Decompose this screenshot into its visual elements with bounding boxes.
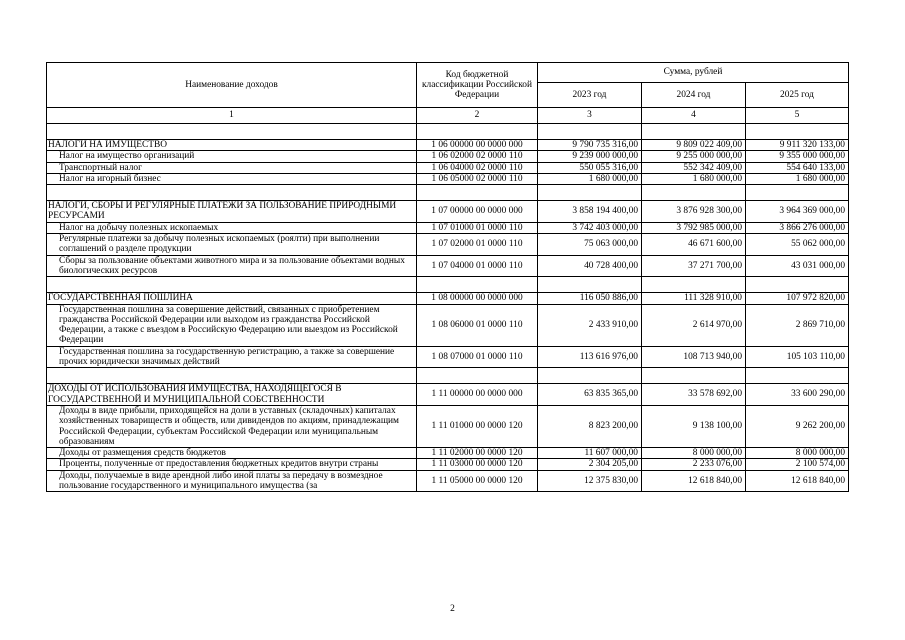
budget-code: 1 06 04000 02 0000 110 (417, 162, 538, 173)
revenue-name: Доходы от размещения средств бюджетов (47, 448, 417, 459)
amount-2024: 46 671 600,00 (642, 234, 746, 256)
empty-cell (642, 368, 746, 384)
table-row (47, 459, 849, 470)
amount-2023: 12 375 830,00 (538, 470, 642, 492)
amount-2023: 8 823 200,00 (538, 405, 642, 447)
budget-code: 1 07 00000 00 0000 000 (417, 201, 538, 223)
column-number: 1 (47, 108, 417, 124)
amount-2023: 2 304 205,00 (538, 459, 642, 470)
table-row (47, 173, 849, 184)
budget-code: 1 08 00000 00 0000 000 (417, 293, 538, 304)
empty-cell (47, 368, 417, 384)
amount-2025: 9 911 320 133,00 (746, 140, 849, 151)
revenue-name: Сборы за пользование объектами животного мира и за пользование объектами водных биологических ресурсов (47, 255, 417, 277)
header-year-2024: 2024 год (642, 83, 746, 108)
amount-2024: 12 618 840,00 (642, 470, 746, 492)
section-row (47, 140, 849, 151)
table-row (47, 346, 849, 368)
amount-2023: 63 835 365,00 (538, 384, 642, 406)
spacer-row (47, 368, 849, 384)
budget-code: 1 07 01000 01 0000 110 (417, 222, 538, 233)
amount-2023: 11 607 000,00 (538, 448, 642, 459)
revenue-name: Налог на добычу полезных ископаемых (47, 222, 417, 233)
budget-code: 1 11 01000 00 0000 120 (417, 405, 538, 447)
empty-cell (538, 277, 642, 293)
empty-cell (746, 277, 849, 293)
budget-code: 1 06 05000 02 0000 110 (417, 173, 538, 184)
header-row (47, 63, 849, 83)
empty-cell (417, 368, 538, 384)
empty-cell (746, 368, 849, 384)
amount-2024: 9 809 022 409,00 (642, 140, 746, 151)
column-number: 2 (417, 108, 538, 124)
amount-2024: 2 614 970,00 (642, 304, 746, 346)
revenue-name: Налог на игорный бизнес (47, 173, 417, 184)
amount-2025: 55 062 000,00 (746, 234, 849, 256)
amount-2025: 8 000 000,00 (746, 448, 849, 459)
amount-2025: 43 031 000,00 (746, 255, 849, 277)
amount-2025: 2 100 574,00 (746, 459, 849, 470)
amount-2024: 552 342 409,00 (642, 162, 746, 173)
header-name: Наименование доходов (47, 63, 417, 108)
budget-code: 1 06 02000 02 0000 110 (417, 151, 538, 162)
empty-cell (47, 124, 417, 140)
amount-2024: 37 271 700,00 (642, 255, 746, 277)
budget-code: 1 11 02000 00 0000 120 (417, 448, 538, 459)
header-year-2023: 2023 год (538, 83, 642, 108)
empty-cell (47, 277, 417, 293)
revenue-name: Транспортный налог (47, 162, 417, 173)
amount-2024: 108 713 940,00 (642, 346, 746, 368)
table-row (47, 162, 849, 173)
amount-2025: 3 964 369 000,00 (746, 201, 849, 223)
amount-2025: 9 262 200,00 (746, 405, 849, 447)
revenue-name: ГОСУДАРСТВЕННАЯ ПОШЛИНА (47, 293, 417, 304)
empty-cell (746, 185, 849, 201)
amount-2025: 105 103 110,00 (746, 346, 849, 368)
amount-2023: 113 616 976,00 (538, 346, 642, 368)
empty-cell (642, 185, 746, 201)
amount-2024: 9 255 000 000,00 (642, 151, 746, 162)
table-row (47, 151, 849, 162)
budget-code: 1 11 05000 00 0000 120 (417, 470, 538, 492)
amount-2023: 3 742 403 000,00 (538, 222, 642, 233)
revenue-name: НАЛОГИ, СБОРЫ И РЕГУЛЯРНЫЕ ПЛАТЕЖИ ЗА ПОЛЬЗОВАНИЕ ПРИРОДНЫМИ РЕСУРСАМИ (47, 201, 417, 223)
table-row (47, 470, 849, 492)
page-number: 2 (450, 604, 455, 614)
amount-2023: 550 055 316,00 (538, 162, 642, 173)
empty-cell (642, 277, 746, 293)
revenue-name: Регулярные платежи за добычу полезных ископаемых (роялти) при выполнении соглашений о разделе продукции (47, 234, 417, 256)
amount-2024: 2 233 076,00 (642, 459, 746, 470)
section-row (47, 384, 849, 406)
amount-2024: 8 000 000,00 (642, 448, 746, 459)
budget-code: 1 08 06000 01 0000 110 (417, 304, 538, 346)
empty-cell (417, 124, 538, 140)
empty-cell (417, 185, 538, 201)
empty-cell (746, 124, 849, 140)
amount-2025: 3 866 276 000,00 (746, 222, 849, 233)
revenue-name: Налог на имущество организаций (47, 151, 417, 162)
empty-cell (47, 185, 417, 201)
amount-2025: 2 869 710,00 (746, 304, 849, 346)
budget-code: 1 06 00000 00 0000 000 (417, 140, 538, 151)
amount-2024: 1 680 000,00 (642, 173, 746, 184)
budget-code: 1 08 07000 01 0000 110 (417, 346, 538, 368)
amount-2023: 9 790 735 316,00 (538, 140, 642, 151)
empty-cell (642, 124, 746, 140)
empty-cell (417, 277, 538, 293)
column-number: 5 (746, 108, 849, 124)
table-row (47, 234, 849, 256)
budget-code: 1 07 02000 01 0000 110 (417, 234, 538, 256)
amount-2025: 107 972 820,00 (746, 293, 849, 304)
amount-2024: 9 138 100,00 (642, 405, 746, 447)
revenue-name: Доходы в виде прибыли, приходящейся на доли в уставных (складочных) капиталах хозяйственных товариществ и обществ, или дивидендов по акциям, принадлежащим Российской Федерации, субъектам Российской Федерации или муниципальным образованиям (47, 405, 417, 447)
revenue-name: Государственная пошлина за совершение действий, связанных с приобретением гражданства Российской Федерации или выходом из гражданства Российской Федерации, а также с въездом в Российскую Федерацию или выездом из Российской Федерации (47, 304, 417, 346)
amount-2025: 33 600 290,00 (746, 384, 849, 406)
revenue-name: Государственная пошлина за государственную регистрацию, а также за совершение прочих юридически значимых действий (47, 346, 417, 368)
amount-2023: 116 050 886,00 (538, 293, 642, 304)
amount-2025: 554 640 133,00 (746, 162, 849, 173)
amount-2025: 1 680 000,00 (746, 173, 849, 184)
spacer-row (47, 185, 849, 201)
amount-2023: 3 858 194 400,00 (538, 201, 642, 223)
amount-2024: 3 876 928 300,00 (642, 201, 746, 223)
table-row (47, 448, 849, 459)
amount-2023: 2 433 910,00 (538, 304, 642, 346)
amount-2023: 1 680 000,00 (538, 173, 642, 184)
amount-2025: 9 355 000 000,00 (746, 151, 849, 162)
section-row (47, 293, 849, 304)
revenue-name: Доходы, получаемые в виде арендной либо иной платы за передачу в возмездное пользование государственного и муниципального имущества (за (47, 470, 417, 492)
amount-2024: 111 328 910,00 (642, 293, 746, 304)
table-row (47, 304, 849, 346)
header-sum: Сумма, рублей (538, 63, 849, 83)
column-number: 4 (642, 108, 746, 124)
amount-2024: 33 578 692,00 (642, 384, 746, 406)
table-row (47, 222, 849, 233)
revenue-name: НАЛОГИ НА ИМУЩЕСТВО (47, 140, 417, 151)
budget-code: 1 07 04000 01 0000 110 (417, 255, 538, 277)
amount-2023: 40 728 400,00 (538, 255, 642, 277)
budget-code: 1 11 00000 00 0000 000 (417, 384, 538, 406)
empty-cell (538, 185, 642, 201)
empty-cell (538, 124, 642, 140)
revenue-name: Проценты, полученные от предоставления бюджетных кредитов внутри страны (47, 459, 417, 470)
amount-2025: 12 618 840,00 (746, 470, 849, 492)
spacer-row (47, 277, 849, 293)
column-number-row (47, 108, 849, 124)
header-code: Код бюджетной классификации Российской Федерации (417, 63, 538, 108)
table-row (47, 255, 849, 277)
section-row (47, 201, 849, 223)
column-number: 3 (538, 108, 642, 124)
revenue-name: ДОХОДЫ ОТ ИСПОЛЬЗОВАНИЯ ИМУЩЕСТВА, НАХОДЯЩЕГОСЯ В ГОСУДАРСТВЕННОЙ И МУНИЦИПАЛЬНОЙ СОБСТВЕННОСТИ (47, 384, 417, 406)
spacer-row (47, 124, 849, 140)
empty-cell (538, 368, 642, 384)
revenue-table (46, 62, 849, 492)
amount-2023: 9 239 000 000,00 (538, 151, 642, 162)
amount-2024: 3 792 985 000,00 (642, 222, 746, 233)
header-year-2025: 2025 год (746, 83, 849, 108)
table-row (47, 405, 849, 447)
budget-code: 1 11 03000 00 0000 120 (417, 459, 538, 470)
amount-2023: 75 063 000,00 (538, 234, 642, 256)
